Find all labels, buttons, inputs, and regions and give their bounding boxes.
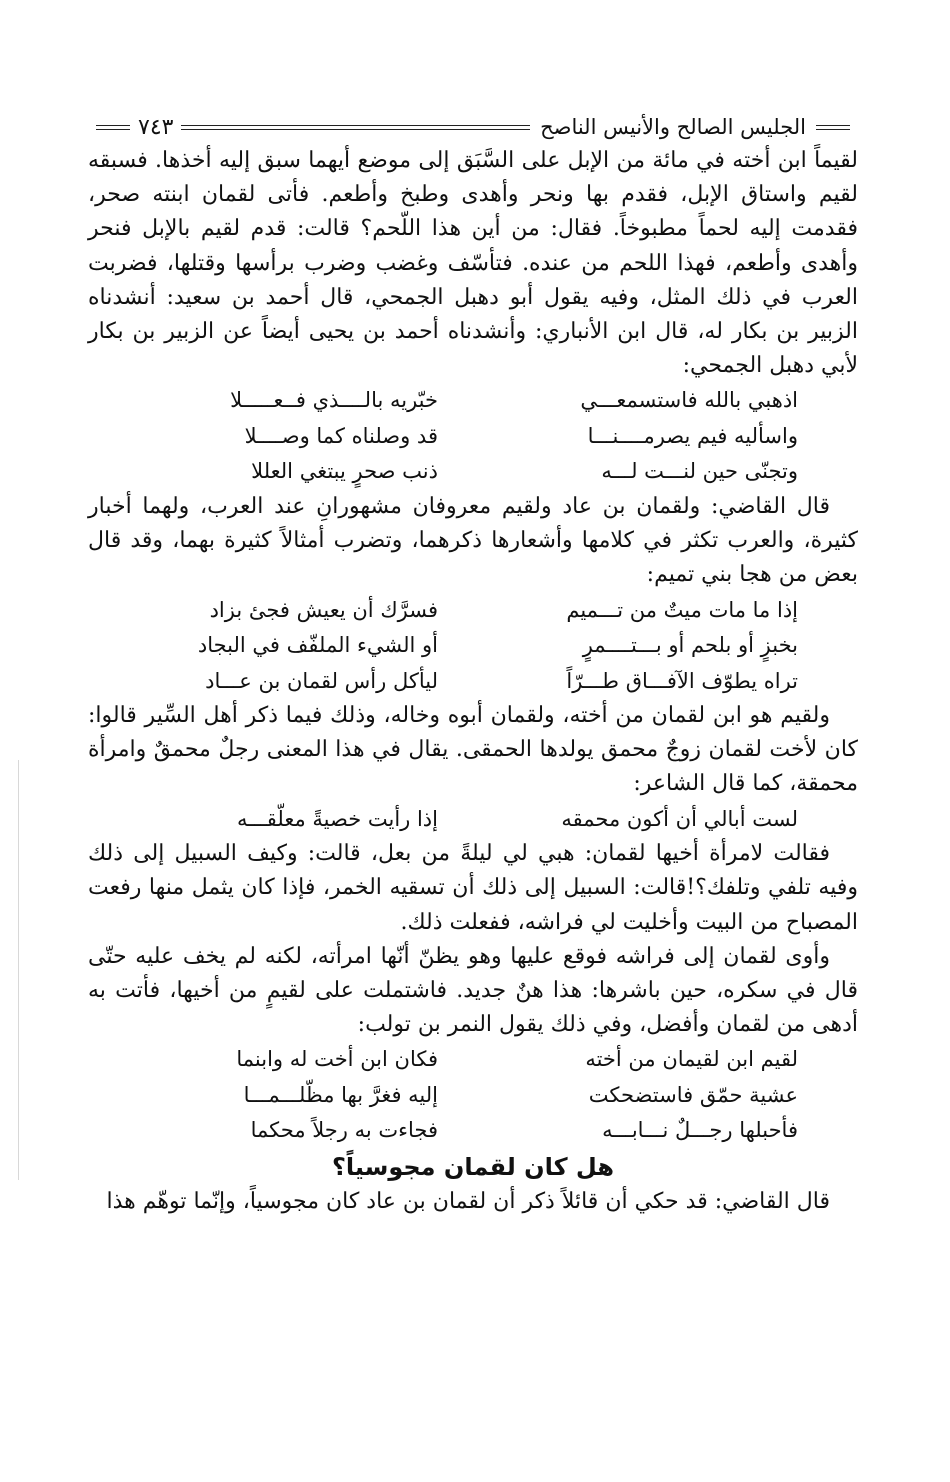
poem-abu-dahbal [88, 383, 858, 490]
verse-second-hemistich: خبّريه بالــــذي فــعـــــلا [230, 388, 438, 413]
verse-second-hemistich: فجاءت به رجلاً محكما [250, 1118, 438, 1143]
verse-first-hemistich: فأحبلها رجـــلٌ نـــابـــه [602, 1118, 798, 1143]
verse-first-hemistich: تراه يطوّف الآفـــاق طـــرّاً [566, 668, 798, 693]
verse-second-hemistich: ذنب صحرٍ يبتغي العللا [251, 459, 438, 484]
header-rule-left [96, 125, 130, 130]
poem-muhmaqa [88, 802, 858, 838]
paragraph-1: لقيماً ابن أخته في مائة من الإبل على السَّبَق إلى موضع أيهما سبق إليه أخذها. فسبقه لقيم واستاق الإبل، فقدم بها ونحر وأهدى وطبخ وأطعم. فأتى لقمان ابنته صحر، فقدمت إليه لحماً مطبوخاً. فقال: من أين هذا اللّحم؟ قالت: قدم لقيم بالإبل فنحر وأهدى وأطعم، فهذا اللحم من عنده. فتأسّف وغضب وضرب برأسها وقتلها، فضربت العرب في ذلك المثل، وفيه يقول أبو دهبل الجمحي، قال أحمد بن سعيد: أنشدناه الزبير بن بكار له، قال ابن الأنباري: وأنشدناه أحمد بن يحيى أيضاً عن الزبير بن بكار لأبي دهبل الجمحي: [88, 148, 858, 379]
verse-line [88, 802, 858, 838]
poem-namir [88, 1042, 858, 1149]
verse-second-hemistich: ليأكل رأس لقمان بن عـــاد [205, 668, 438, 693]
verse-second-hemistich: إليه فغرَّ بها مظّلـــمـــا [243, 1082, 438, 1107]
verse-first-hemistich: وتجنّى حين لنـــت لـــه [601, 459, 798, 484]
verse-first-hemistich: واسأليه فيم يصرمــــنـــا [587, 423, 798, 448]
verse-second-hemistich: إذا رأيت خصيةً معلّقـــه [237, 806, 438, 831]
verse-first-hemistich: لقيم ابن لقيمان من أخته [585, 1047, 798, 1072]
verse-line [88, 628, 858, 664]
verse-second-hemistich: قد وصلناه كما وصــــلا [244, 423, 438, 448]
running-header [88, 110, 858, 144]
verse-first-hemistich: لست أبالي أن أكون محمقه [561, 806, 798, 831]
verse-line [88, 383, 858, 419]
header-rule-right [816, 125, 850, 130]
header-rule-middle [181, 125, 530, 130]
paragraph-4: فقالت لامرأة أخيها لقمان: هبي لي ليلةً من بعل، قالت: وكيف السبيل إلى ذلك وفيه تلفي وتلفك؟!قالت: السبيل إلى ذلك أن تسقيه الخمر، فإذا كان يثمل منها رفعت المصباح من البيت وأخليت لي فراشه، ففعلت ذلك. [88, 841, 858, 935]
paragraph-5: وأوى لقمان إلى فراشه فوقع عليها وهو يظنّ أنّها امرأته، لكنه لم يخف عليه حتّى قال في سكره، حين باشرها: هذا هنٌ جديد. فاشتملت على لقيمٍ من أخيها، فأتت به أدهى من لقمان وأفضل، وفي ذلك يقول النمر بن تولب: [88, 943, 858, 1038]
section-heading: هل كان لقمان مجوسياً؟ [332, 1152, 614, 1181]
verse-first-hemistich: إذا ما مات ميتٌ من تـــميم [566, 597, 798, 622]
page-number: ٧٤٣ [138, 114, 174, 140]
verse-line [88, 1078, 858, 1114]
verse-first-hemistich: اذهبي بالله فاستسمعـــي [580, 388, 798, 413]
verse-second-hemistich: أو الشيء الملفّف في البجاد [197, 633, 438, 658]
verse-line [88, 454, 858, 490]
paragraph-2: قال القاضي: ولقمان بن عاد ولقيم معروفان مشهورانِ عند العرب، ولهما أخبار كثيرة، والعرب تكثر في كلامها وأشعارها ذكرهما، وتضرب أمثالاً كثيرة بهما، وقد قال بعض من هجا بني تميم: [88, 493, 858, 588]
verse-line [88, 1042, 858, 1078]
verse-second-hemistich: فسرَّك أن يعيش فجئ بزاد [209, 597, 438, 622]
verse-line [88, 1113, 858, 1149]
verse-line [88, 593, 858, 629]
verse-first-hemistich: عشية حمّق فاستضحكت [588, 1082, 798, 1107]
book-page [88, 110, 858, 1219]
header-title: الجليس الصالح والأنيس الناصح [540, 115, 806, 139]
verse-line [88, 664, 858, 700]
verse-second-hemistich: فكان ابن أخت له وابنما [236, 1047, 438, 1072]
verse-line [88, 419, 858, 455]
scan-artifact-line [18, 760, 19, 1180]
paragraph-3: ولقيم هو ابن لقمان من أخته، ولقمان أبوه وخاله، وذلك فيما ذكر أهل السِّير قالوا: كان لأخت لقمان زوجٌ محمق يولدها الحمقى. يقال في هذا المعنى رجلٌ محمقٌ وامرأة محمقة، كما قال الشاعر: [88, 703, 858, 797]
verse-first-hemistich: بخبزٍ أو بلحم أو بـــتــــمرٍ [582, 633, 798, 658]
paragraph-6: قال القاضي: قد حكي أن قائلاً ذكر أن لقمان بن عاد كان مجوسياً، وإنّما توهّم هذا [106, 1188, 830, 1214]
poem-tamim [88, 593, 858, 700]
